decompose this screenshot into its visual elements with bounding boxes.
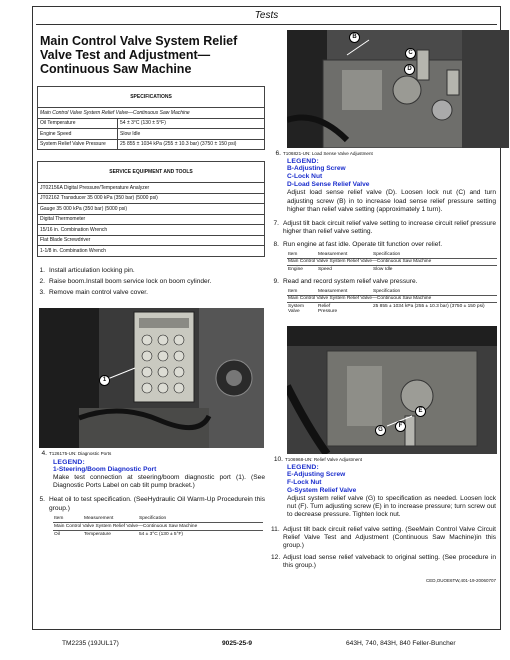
step-9 — [271, 278, 496, 286]
table-row: System Valve Relief Pressure 25 855 ± 1034 kPa (255 ± 10.3 bar) (3750 ± 150 psi) — [287, 303, 497, 316]
callout-d: D — [404, 64, 415, 75]
specifications-heading: SPECIFICATIONS — [38, 87, 265, 108]
table-row: 1-1/8 in. Combination Wrench — [38, 246, 265, 257]
figure1-text: Make test connection at steering/boom diagnostic port (1). (See Diagnostic Ports Label on cab tilt pump bracket.) — [53, 473, 265, 489]
list-item: 7. Adjust tilt back circuit relief valve setting to increase circuit relief pressure higher than relief valve setting. — [273, 220, 496, 236]
footer-page-number: 9025-25-9 — [222, 640, 253, 647]
figure3-text: Adjust system relief valve (G) to specification as needed. Loosen lock nut (F). Turn adjusting screw (E) in to increase pressure; turn screw out to decrease pressure. Tighten lock nut. — [287, 494, 496, 519]
relief-valve-illustration — [287, 326, 497, 454]
load-sense-valve-illustration — [287, 30, 509, 148]
header-rule — [36, 24, 497, 25]
table-row: Engine Speed Slow Idle — [38, 129, 265, 140]
right-column — [271, 30, 496, 583]
callout-c: C — [405, 48, 416, 59]
table-row: Flat Blade Screwdriver — [38, 235, 265, 246]
load-sense-valve-photo — [287, 30, 509, 148]
tools-table — [37, 161, 265, 257]
table-row: System Relief Valve Pressure 25 855 ± 1034 kPa (255 ± 10.3 bar) (3750 ± 150 psi) — [38, 139, 265, 150]
list-item: 11. Adjust tilt back circuit relief valve setting. (SeeMain Control Valve Circuit Relief Valve Test and Adjustment (Continuous Saw Machine)in this group.) — [271, 525, 496, 550]
step-12 — [271, 554, 496, 571]
table-row: Digital Thermometer — [38, 214, 265, 225]
legend-item: F-Lock Nut — [287, 478, 322, 486]
list-item: 8. Run engine at fast idle. Operate tilt function over relief. — [273, 240, 443, 248]
spec-span: Main Control Valve System Relief Valve—Continuous Saw Machine — [38, 108, 265, 119]
legend-item: 1-Steering/Boom Diagnostic Port — [53, 465, 157, 473]
table-row: JT02162 Transducer 35 000 kPa (350 bar) (5000 psi) — [38, 193, 265, 204]
figure3-legend: LEGEND: — [287, 463, 319, 471]
callout-b: B — [349, 32, 360, 43]
tools-heading: SERVICE EQUIPMENT AND TOOLS — [38, 162, 265, 183]
diagnostic-ports-photo — [39, 308, 264, 448]
figure3-caption: T106968-UN: Relief Valve Adjustment — [285, 456, 363, 462]
legend-item: C-Lock Nut — [287, 173, 323, 181]
footer-right: 643H, 740, 843H, 840 Feller-Buncher — [346, 640, 456, 647]
legend-item: B-Adjusting Screw — [287, 165, 346, 173]
callout-g: G — [375, 425, 386, 436]
figure2-caption-row: 6. T106821-UN: Load Sense Valve Adjustment — [275, 150, 373, 157]
list-item: 5. Heat oil to test specification. (SeeHydraulic Oil Warm-Up Procedurein this group.) — [39, 496, 265, 512]
list-item: 2. Raise boom.Install boom service lock on boom cylinder. — [39, 277, 212, 285]
callout-1: 1 — [99, 375, 110, 386]
table-row: Engine Speed Slow Idle — [287, 266, 497, 273]
table-row: JT02156A Digital Pressure/Temperature Analyzer — [38, 183, 265, 194]
list-item: 3. Remove main control valve cover. — [39, 289, 148, 297]
callout-e: E — [415, 406, 426, 417]
left-column — [37, 30, 265, 538]
callout-f: F — [395, 421, 406, 432]
figure2-legend: LEGEND: — [287, 158, 319, 166]
list-item: 1. Install articulation locking pin. — [39, 266, 135, 274]
step-11 — [271, 526, 496, 551]
figure1-caption: T126175-UN: Diagnostic Ports — [49, 451, 112, 457]
document-code: CED,OUOE6TW,401-19-20060707 — [425, 578, 496, 584]
figure2-caption: T106821-UN: Load Sense Valve Adjustment — [283, 151, 373, 156]
table-row: Oil Temperature 54 ± 3°C (130 ± 5°F) — [38, 118, 265, 129]
diagnostic-ports-illustration — [39, 308, 264, 448]
table-row: 15/16 in. Combination Wrench — [38, 225, 265, 236]
list-item: 12. Adjust load sense relief valveback to original setting. (See procedure in this group.) — [271, 553, 496, 569]
list-item: 9. Read and record system relief valve pressure. — [273, 277, 418, 285]
step9-spec-table: Item Measurement Specification Main Control Valve System Relief Valve—Continuous Saw Machine System Valve Relief Pressure 25 855 ± 1034 kPa (255 ± 10.3 bar) (3750 ± 150 psi) — [287, 288, 497, 315]
step-5 — [37, 496, 265, 513]
legend-item: E-Adjusting Screw — [287, 470, 346, 478]
step5-spec-table: Item Measurement Specification Main Control Valve System Relief Valve—Continuous Saw Machine Oil Temperature 54 ± 3°C (130 ± 5°F) — [53, 516, 263, 538]
figure3-caption-row: 10. T106968-UN: Relief Valve Adjustment — [273, 455, 363, 463]
legend-item: D-Load Sense Relief Valve — [287, 181, 370, 189]
figure1-caption-row: 4. T126175-UN: Diagnostic Ports — [41, 450, 112, 458]
step-7 — [271, 220, 496, 237]
relief-valve-photo — [287, 326, 497, 454]
legend-item: G-System Relief Valve — [287, 486, 357, 494]
section-header: Tests — [254, 10, 279, 21]
specifications-table — [37, 86, 265, 150]
step-8 — [271, 241, 496, 249]
table-row: Oil Temperature 54 ± 3°C (130 ± 5°F) — [53, 531, 263, 538]
table-row: Gauge 35 000 kPa (350 bar) (5000 psi) — [38, 204, 265, 215]
footer-left: TM2235 (19JUL17) — [62, 640, 119, 647]
steps-1-3 — [37, 267, 265, 298]
page-title: Main Control Valve System Relief Valve Test and Adjustment—Continuous Saw Machine — [40, 34, 238, 76]
step8-spec-table: Item Measurement Specification Main Control Valve System Relief Valve—Continuous Saw Machine Engine Speed Slow Idle — [287, 251, 497, 273]
figure2-text: Adjust load sense relief valve (D). Loosen lock nut (C) and turn adjusting screw (B) in to increase load sense relief pressure setting higher than relief valve setting (approximately 1 turn). — [287, 189, 496, 213]
figure1-legend: LEGEND: — [53, 458, 85, 466]
